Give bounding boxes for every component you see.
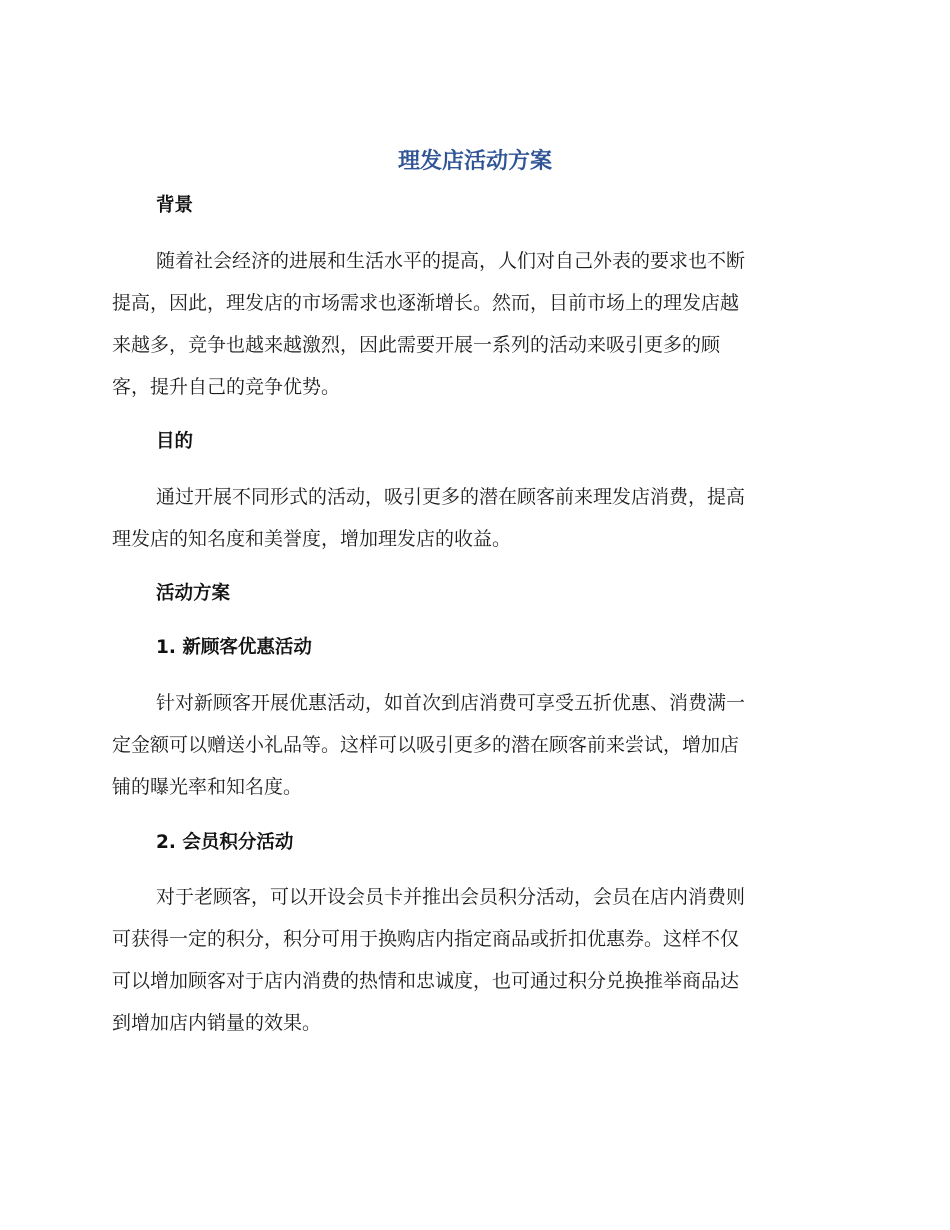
paragraph-line: 铺的曝光率和知名度。 <box>112 776 303 798</box>
paragraph-line: 来越多，竞争也越来越激烈，因此需要开展一系列的活动来吸引更多的顾 <box>112 334 721 356</box>
paragraph-line: 可以增加顾客对于店内消费的热情和忠诚度，也可通过积分兑换推举商品达 <box>112 970 740 992</box>
paragraph-line: 提高，因此，理发店的市场需求也逐渐增长。然而，目前市场上的理发店越 <box>112 292 740 314</box>
paragraph-line: 客，提升自己的竞争优势。 <box>112 376 341 398</box>
paragraph-line: 对于老顾客，可以开设会员卡并推出会员积分活动，会员在店内消费则 <box>156 886 746 908</box>
heading-plan: 活动方案 <box>156 583 231 604</box>
heading-purpose: 目的 <box>156 431 194 452</box>
paragraph-line: 可获得一定的积分，积分可用于换购店内指定商品或折扣优惠券。这样不仅 <box>112 928 740 950</box>
paragraph-line: 针对新顾客开展优惠活动，如首次到店消费可享受五折优惠、消费满一 <box>156 692 746 714</box>
paragraph-line: 理发店的知名度和美誉度，增加理发店的收益。 <box>112 528 512 550</box>
paragraph-line: 定金额可以赠送小礼品等。这样可以吸引更多的潜在顾客前来尝试，增加店 <box>112 734 740 756</box>
paragraph-line: 到增加店内销量的效果。 <box>112 1012 322 1034</box>
heading-background: 背景 <box>156 195 194 216</box>
paragraph-line: 通过开展不同形式的活动，吸引更多的潜在顾客前来理发店消费，提高 <box>156 486 746 508</box>
paragraph-background <box>112 240 832 408</box>
paragraph-new-customer <box>112 682 832 808</box>
heading-new-customer: 1. 新顾客优惠活动 <box>156 637 312 658</box>
paragraph-membership <box>112 876 832 1044</box>
document-title: 理发店活动方案 <box>397 149 552 174</box>
heading-membership: 2. 会员积分活动 <box>156 832 294 853</box>
paragraph-line: 随着社会经济的进展和生活水平的提高，人们对自己外表的要求也不断 <box>156 250 746 272</box>
paragraph-purpose <box>112 476 832 560</box>
